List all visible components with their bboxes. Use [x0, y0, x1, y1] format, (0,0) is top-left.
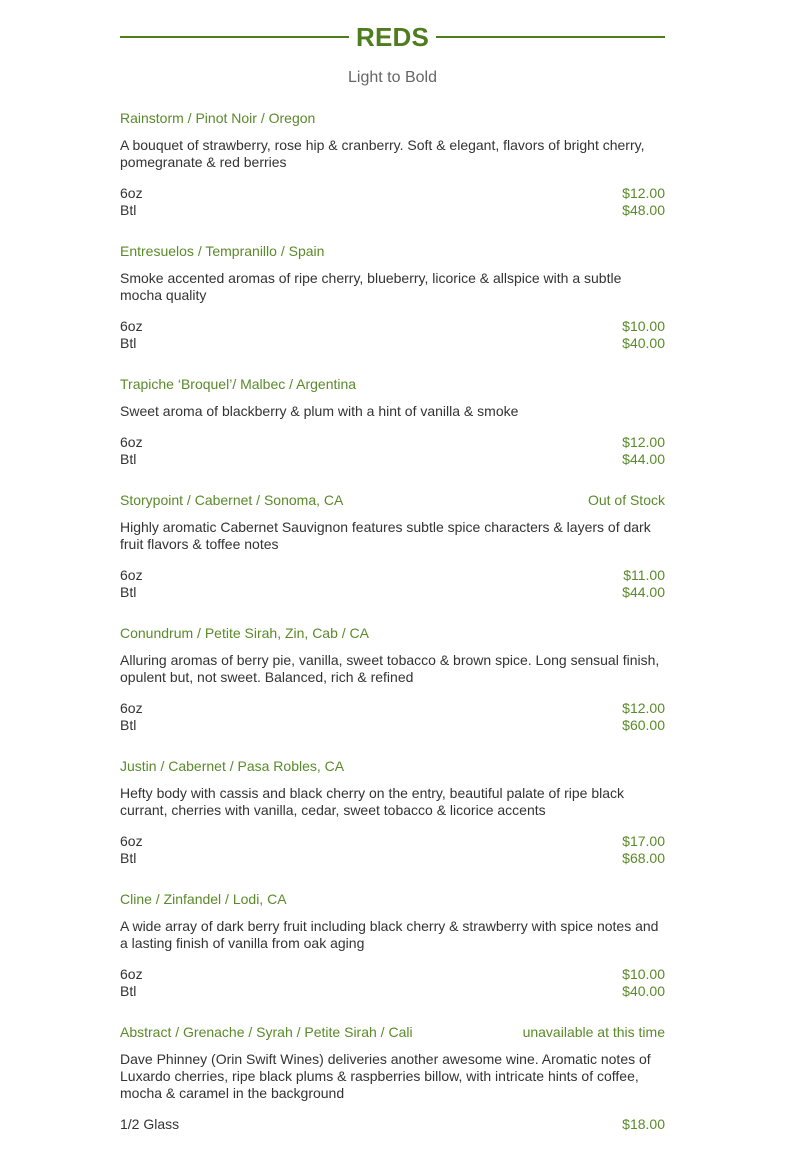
wine-item [120, 881, 665, 1014]
price-row [120, 833, 665, 850]
wine-description: A wide array of dark berry fruit including black cherry & strawberry with spice notes and a lasting finish of vanilla from oak aging [120, 918, 659, 951]
price-row [120, 335, 665, 352]
price-size: Btl [120, 983, 137, 999]
price-row [120, 584, 665, 601]
price-value: $12.00 [622, 434, 665, 450]
header-rule-left [120, 36, 349, 38]
price-value: $60.00 [622, 717, 665, 733]
wine-status: Out of Stock [587, 492, 665, 508]
price-row [120, 850, 665, 867]
wine-status: unavailable at this time [522, 1024, 665, 1040]
wine-list [120, 100, 665, 1147]
price-value: $48.00 [622, 202, 665, 218]
wine-description: Alluring aromas of berry pie, vanilla, sweet tobacco & brown spice. Long sensual finish, opulent but, not sweet. Balanced, rich & refined [120, 652, 660, 685]
price-value: $44.00 [622, 584, 665, 600]
wine-description: Smoke accented aromas of ripe cherry, blueberry, licorice & allspice with a subtle mocha quality [120, 270, 622, 303]
price-value: $44.00 [622, 451, 665, 467]
price-row [120, 1116, 665, 1133]
price-value: $18.00 [622, 1116, 665, 1132]
wine-item [120, 615, 665, 748]
wine-item [120, 748, 665, 881]
price-size: 6oz [120, 833, 143, 849]
price-row [120, 567, 665, 584]
price-row [120, 202, 665, 219]
wine-item [120, 233, 665, 366]
wine-name: Trapiche ‘Broquel’/ Malbec / Argentina [120, 376, 357, 392]
wine-description: Dave Phinney (Orin Swift Wines) deliveries another awesome wine. Aromatic notes of Luxardo cherries, ripe black plums & raspberries billow, with intricate hints of coffee, mocha & caramel in the background [120, 1051, 651, 1101]
price-row [120, 983, 665, 1000]
wine-name: Storypoint / Cabernet / Sonoma, CA [120, 492, 344, 508]
price-size: 6oz [120, 434, 143, 450]
price-row [120, 434, 665, 451]
price-size: 6oz [120, 700, 143, 716]
price-row [120, 717, 665, 734]
price-value: $10.00 [622, 966, 665, 982]
price-size: Btl [120, 202, 137, 218]
wine-name: Justin / Cabernet / Pasa Robles, CA [120, 758, 345, 774]
price-value: $10.00 [622, 318, 665, 334]
price-value: $17.00 [622, 833, 665, 849]
wine-item [120, 366, 665, 482]
section-header [120, 0, 665, 74]
price-value: $68.00 [622, 850, 665, 866]
wine-item [120, 1014, 665, 1147]
wine-name: Conundrum / Petite Sirah, Zin, Cab / CA [120, 625, 369, 641]
price-size: Btl [120, 717, 137, 733]
price-size: 6oz [120, 567, 143, 583]
wine-item [120, 100, 665, 233]
wine-name: Entresuelos / Tempranillo / Spain [120, 243, 325, 259]
wine-item [120, 482, 665, 615]
price-size: 6oz [120, 318, 143, 334]
price-size: Btl [120, 584, 137, 600]
wine-description: A bouquet of strawberry, rose hip & cranberry. Soft & elegant, flavors of bright cherry, pomegranate & red berries [120, 137, 645, 170]
price-size: Btl [120, 335, 137, 351]
price-row [120, 451, 665, 468]
wine-description: Sweet aroma of blackberry & plum with a hint of vanilla & smoke [120, 403, 519, 419]
price-size: 1/2 Glass [120, 1116, 180, 1132]
price-size: Btl [120, 850, 137, 866]
wine-name: Abstract / Grenache / Syrah / Petite Sirah / Cali [120, 1024, 413, 1040]
price-value: $11.00 [623, 567, 665, 583]
price-size: 6oz [120, 185, 143, 201]
price-value: $12.00 [622, 700, 665, 716]
wine-description: Highly aromatic Cabernet Sauvignon features subtle spice characters & layers of dark fruit flavors & toffee notes [120, 519, 651, 552]
price-value: $40.00 [622, 335, 665, 351]
wine-menu [120, 0, 665, 1147]
section-title: REDS [355, 22, 430, 52]
wine-name: Cline / Zinfandel / Lodi, CA [120, 891, 287, 907]
price-row [120, 700, 665, 717]
price-row [120, 185, 665, 202]
price-row [120, 966, 665, 983]
price-size: Btl [120, 451, 137, 467]
price-value: $40.00 [622, 983, 665, 999]
price-size: 6oz [120, 966, 143, 982]
price-row [120, 318, 665, 335]
header-rule-right [436, 36, 665, 38]
wine-description: Hefty body with cassis and black cherry on the entry, beautiful palate of ripe black currant, cherries with vanilla, cedar, sweet tobacco & licorice accents [120, 785, 625, 818]
wine-name: Rainstorm / Pinot Noir / Oregon [120, 110, 316, 126]
price-value: $12.00 [622, 185, 665, 201]
section-subtitle: Light to Bold [348, 69, 437, 86]
